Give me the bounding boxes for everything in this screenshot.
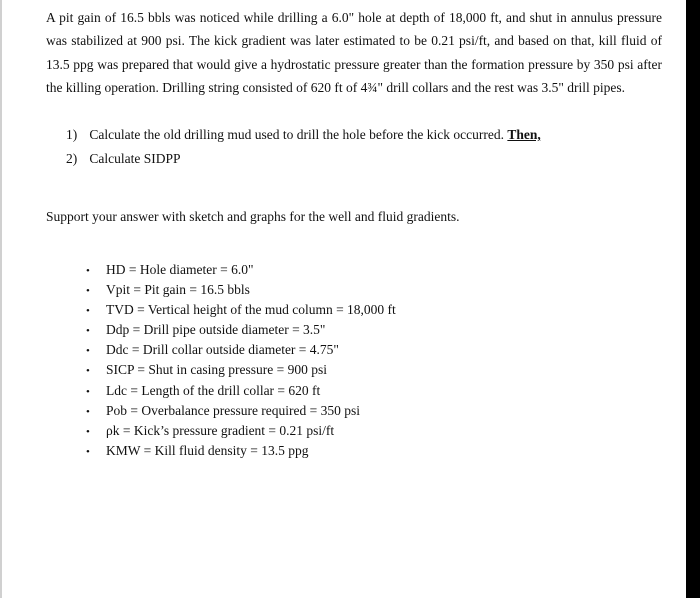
bullet-icon: • <box>86 445 90 458</box>
given-item <box>86 381 396 401</box>
given-item <box>86 300 396 320</box>
bullet-icon: • <box>86 305 90 318</box>
given-text: HD = Hole diameter = 6.0" <box>106 262 254 277</box>
given-text: Vpit = Pit gain = 16.5 bbls <box>106 282 250 298</box>
bullet-icon: • <box>86 265 90 277</box>
given-item <box>86 360 396 380</box>
bullet-icon: • <box>86 425 90 438</box>
support-instruction: Support your answer with sketch and graphs for the well and fluid gradients. <box>46 209 460 224</box>
given-item <box>86 320 396 340</box>
question-item <box>66 148 541 172</box>
bullet-icon: • <box>86 325 90 338</box>
bullet-icon: • <box>86 345 90 358</box>
given-text: Ddp = Drill pipe outside diameter = 3.5" <box>106 322 326 338</box>
given-item <box>86 340 396 360</box>
right-black-border <box>686 0 700 598</box>
bullet-icon: • <box>86 365 90 378</box>
bullet-icon: • <box>86 405 90 418</box>
question-number: 2) <box>66 151 78 166</box>
given-item <box>86 260 396 280</box>
given-text: Ddc = Drill collar outside diameter = 4.75" <box>106 342 339 358</box>
question-list <box>66 124 541 172</box>
given-item <box>86 280 396 300</box>
given-text: TVD = Vertical height of the mud column = 18,000 ft <box>106 302 396 318</box>
bullet-icon: • <box>86 285 90 298</box>
given-text: KMW = Kill fluid density = 13.5 ppg <box>106 442 309 458</box>
given-text: Pob = Overbalance pressure required = 350 psi <box>106 402 361 418</box>
given-item <box>86 421 396 441</box>
givens-list <box>86 260 396 461</box>
question-text: Calculate the old drilling mud used to drill the hole before the kick occurred. <box>89 127 504 142</box>
given-text: ρk = Kick’s pressure gradient = 0.21 psi/ft <box>106 422 335 438</box>
bullet-icon: • <box>86 385 90 398</box>
given-item <box>86 441 396 461</box>
given-item <box>86 401 396 421</box>
question-text: Calculate SIDPP <box>89 151 181 166</box>
question-item <box>66 124 541 148</box>
question-emphasis: Then, <box>507 127 541 142</box>
given-text: Ldc = Length of the drill collar = 620 ft <box>106 382 321 398</box>
given-text: SICP = Shut in casing pressure = 900 psi <box>106 362 327 378</box>
problem-statement: A pit gain of 16.5 bbls was noticed while drilling a 6.0" hole at depth of 18,000 ft, and shut in annulus pressure was stabilized at 900 psi. The kick gradient was later estimated to be 0.21 psi/ft, and based on that, kill fluid of 13.5 ppg was prepared that would give a hydrostatic pressure greater than the formation pressure by 350 psi after the killing operation. Drilling string consisted of 620 ft of 4¾" drill collars and the rest was 3.5" drill pipes. <box>46 10 662 95</box>
question-number: 1) <box>66 127 78 142</box>
